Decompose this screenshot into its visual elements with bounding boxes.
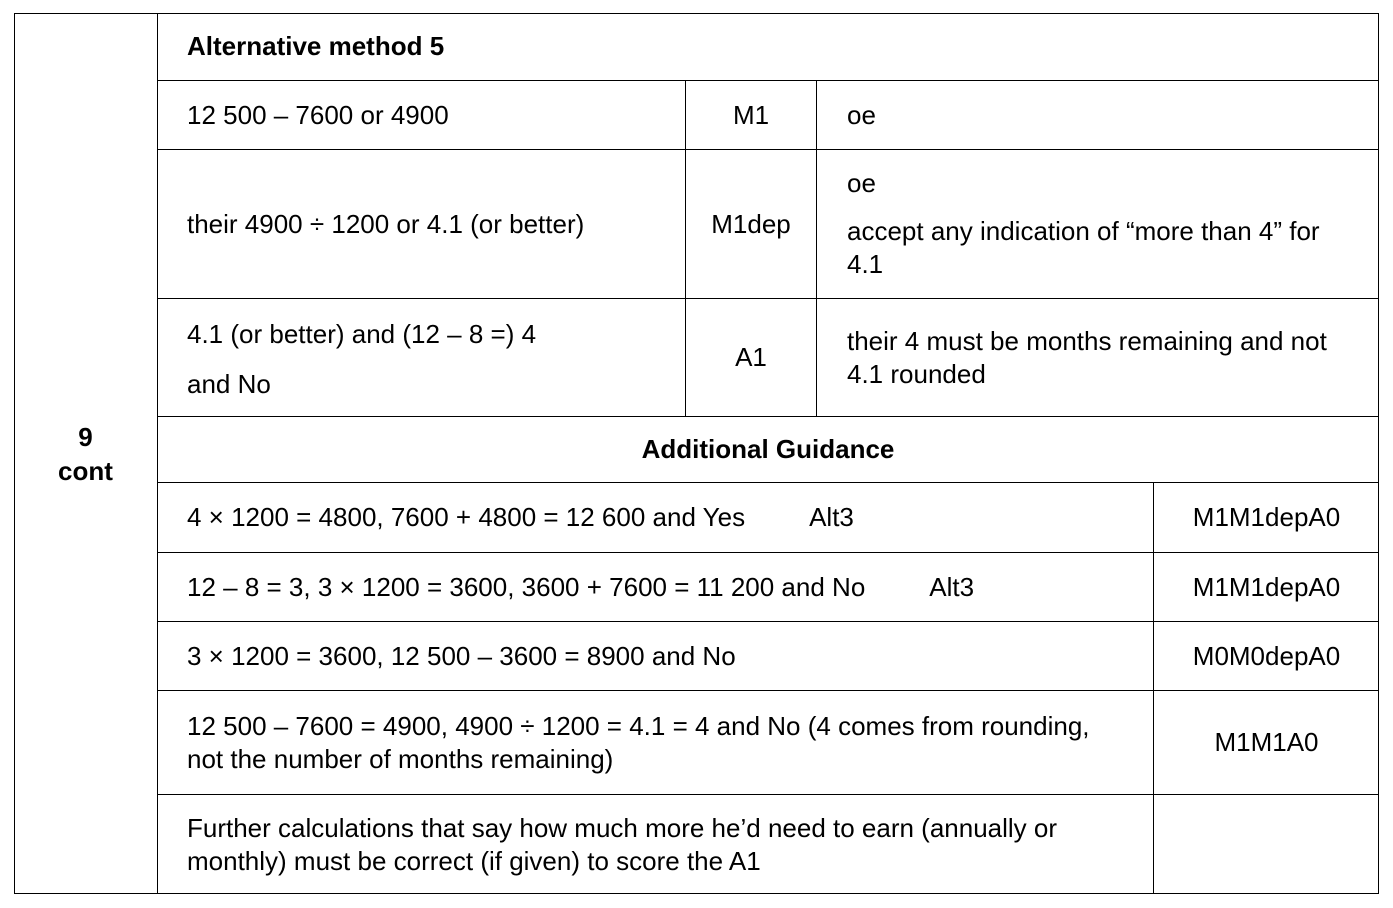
method-mark: A1 <box>686 299 817 416</box>
method-working: their 4900 ÷ 1200 or 4.1 (or better) <box>157 150 686 298</box>
method-comment: oe accept any indication of “more than 4” for 4.1 <box>847 168 1320 279</box>
method-row <box>157 150 1379 299</box>
method-comment: their 4 must be months remaining and not 4.1 rounded <box>847 325 1327 389</box>
guidance-heading-row <box>157 417 1379 483</box>
method-mark: M1 <box>686 81 817 149</box>
guidance-row <box>157 795 1379 894</box>
section-title: Alternative method 5 <box>187 31 445 61</box>
guidance-mark: M1M1A0 <box>1214 727 1319 757</box>
question-number: 9 <box>78 421 93 452</box>
guidance-text: 12 – 8 = 3, 3 × 1200 = 3600, 3600 + 7600 = 11 200 and No Alt3 <box>157 553 1154 621</box>
guidance-text: 4 × 1200 = 4800, 7600 + 4800 = 12 600 and Yes Alt3 <box>157 483 1154 552</box>
guidance-mark: M0M0depA0 <box>1192 640 1341 671</box>
alt-reference: Alt3 <box>809 502 854 532</box>
guidance-text: Further calculations that say how much more he’d need to earn (annually or monthly) must be correct (if given) to score the A1 <box>157 795 1154 894</box>
method-row <box>157 299 1379 417</box>
section-heading-row <box>157 13 1379 81</box>
question-number-cell <box>14 13 158 894</box>
guidance-row <box>157 483 1379 553</box>
alt-reference: Alt3 <box>929 571 975 602</box>
guidance-row <box>157 622 1379 691</box>
guidance-row <box>157 553 1379 622</box>
guidance-text: 12 500 – 7600 = 4900, 4900 ÷ 1200 = 4.1 = 4 and No (4 comes from rounding, not the number of months remaining) <box>157 691 1154 794</box>
question-cont-label: cont <box>58 455 113 486</box>
method-comment: oe <box>847 99 876 130</box>
guidance-mark: M1M1depA0 <box>1192 571 1341 602</box>
guidance-text: 3 × 1200 = 3600, 12 500 – 3600 = 8900 and No <box>157 622 1154 690</box>
guidance-row <box>157 691 1379 795</box>
guidance-title: Additional Guidance <box>641 434 895 464</box>
guidance-mark <box>1154 795 1379 894</box>
method-mark: M1dep <box>686 150 817 298</box>
method-working: 4.1 (or better) and (12 – 8 =) 4 and No <box>157 299 686 416</box>
guidance-mark: M1M1depA0 <box>1192 502 1341 532</box>
method-row <box>157 81 1379 150</box>
method-working: 12 500 – 7600 or 4900 <box>157 81 686 149</box>
